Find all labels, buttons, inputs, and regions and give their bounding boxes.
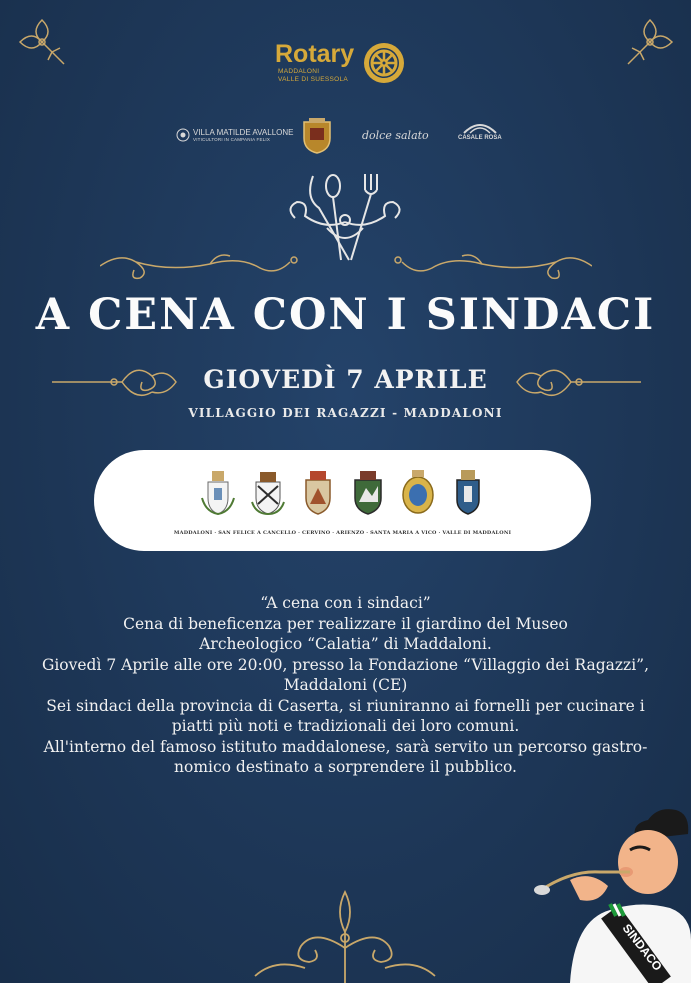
rotary-logo-word: Rotary xyxy=(275,40,355,68)
description-line: Maddaloni (CE) xyxy=(283,676,408,694)
flourish-left-icon xyxy=(100,248,300,282)
villa-matilde-crest-icon xyxy=(176,128,190,142)
event-date: GIOVEDÌ 7 APRILE xyxy=(203,365,488,394)
description-line: piatti più noti e tradizionali dei loro comuni. xyxy=(171,717,520,735)
event-venue: VILLAGGIO DEI RAGAZZI - MADDALONI xyxy=(188,406,503,420)
description-line: “A cena con i sindaci” xyxy=(260,594,431,612)
description-line: Sei sindaci della provincia di Caserta, si riuniranno ai fornelli per cucinare i xyxy=(46,696,645,715)
rotary-wheel-icon xyxy=(359,38,409,88)
municipalities-panel xyxy=(94,450,591,551)
corner-ornament-top-right-icon xyxy=(620,12,680,72)
event-description xyxy=(30,593,661,778)
towns-list: MADDALONI · SAN FELICE A CANCELLO · CERVINO · ARIENZO · SANTA MARIA A VICO · VALLE DI MADDALONI xyxy=(173,530,512,536)
sponsor-dolce-salato: dolce salato xyxy=(362,128,429,142)
cervino-crest-icon xyxy=(300,468,336,516)
valle-di-maddaloni-crest-icon xyxy=(450,468,486,516)
description-line: All'interno del famoso istituto maddalonese, sarà servito un percorso gastro- xyxy=(43,737,648,756)
santa-maria-a-vico-crest-icon xyxy=(400,468,436,516)
rotary-logo xyxy=(275,38,415,88)
municipal-crest-icon xyxy=(300,116,334,154)
flourish-right-icon xyxy=(392,248,592,282)
san-felice-crest-icon xyxy=(250,468,286,516)
bottom-ornament-icon xyxy=(245,888,445,983)
description-line: Cena di beneficenza per realizzare il giardino del Museo xyxy=(123,614,568,633)
description-line: Archeologico “Calatia” di Maddaloni. xyxy=(199,635,492,653)
rotary-logo-subtitle: MADDALONI VALLE DI SUESSOLA xyxy=(278,68,349,83)
description-line: Giovedì 7 Aprile alle ore 20:00, presso la Fondazione “Villaggio dei Ragazzi”, xyxy=(41,655,650,674)
chef-sash-text: SINDACO xyxy=(619,921,665,974)
corner-ornament-top-left-icon xyxy=(12,12,72,72)
event-title: A CENA CON I SINDACI xyxy=(35,290,656,340)
casale-rosa-icon xyxy=(460,117,500,135)
chef-illustration xyxy=(530,800,691,983)
maddaloni-crest-icon xyxy=(200,468,236,516)
sponsor-villa-matilde: VILLA MATILDE AVALLONE VITICULTORI IN CAMPANIA FELIX xyxy=(176,115,294,155)
arienzo-crest-icon xyxy=(350,468,386,516)
crests-row xyxy=(94,468,591,516)
description-line: nomico destinato a sorprendere il pubblico. xyxy=(174,758,517,776)
sponsor-municipal-crest xyxy=(300,115,334,155)
sponsor-casale-rosa: CASALE ROSA xyxy=(458,117,502,157)
